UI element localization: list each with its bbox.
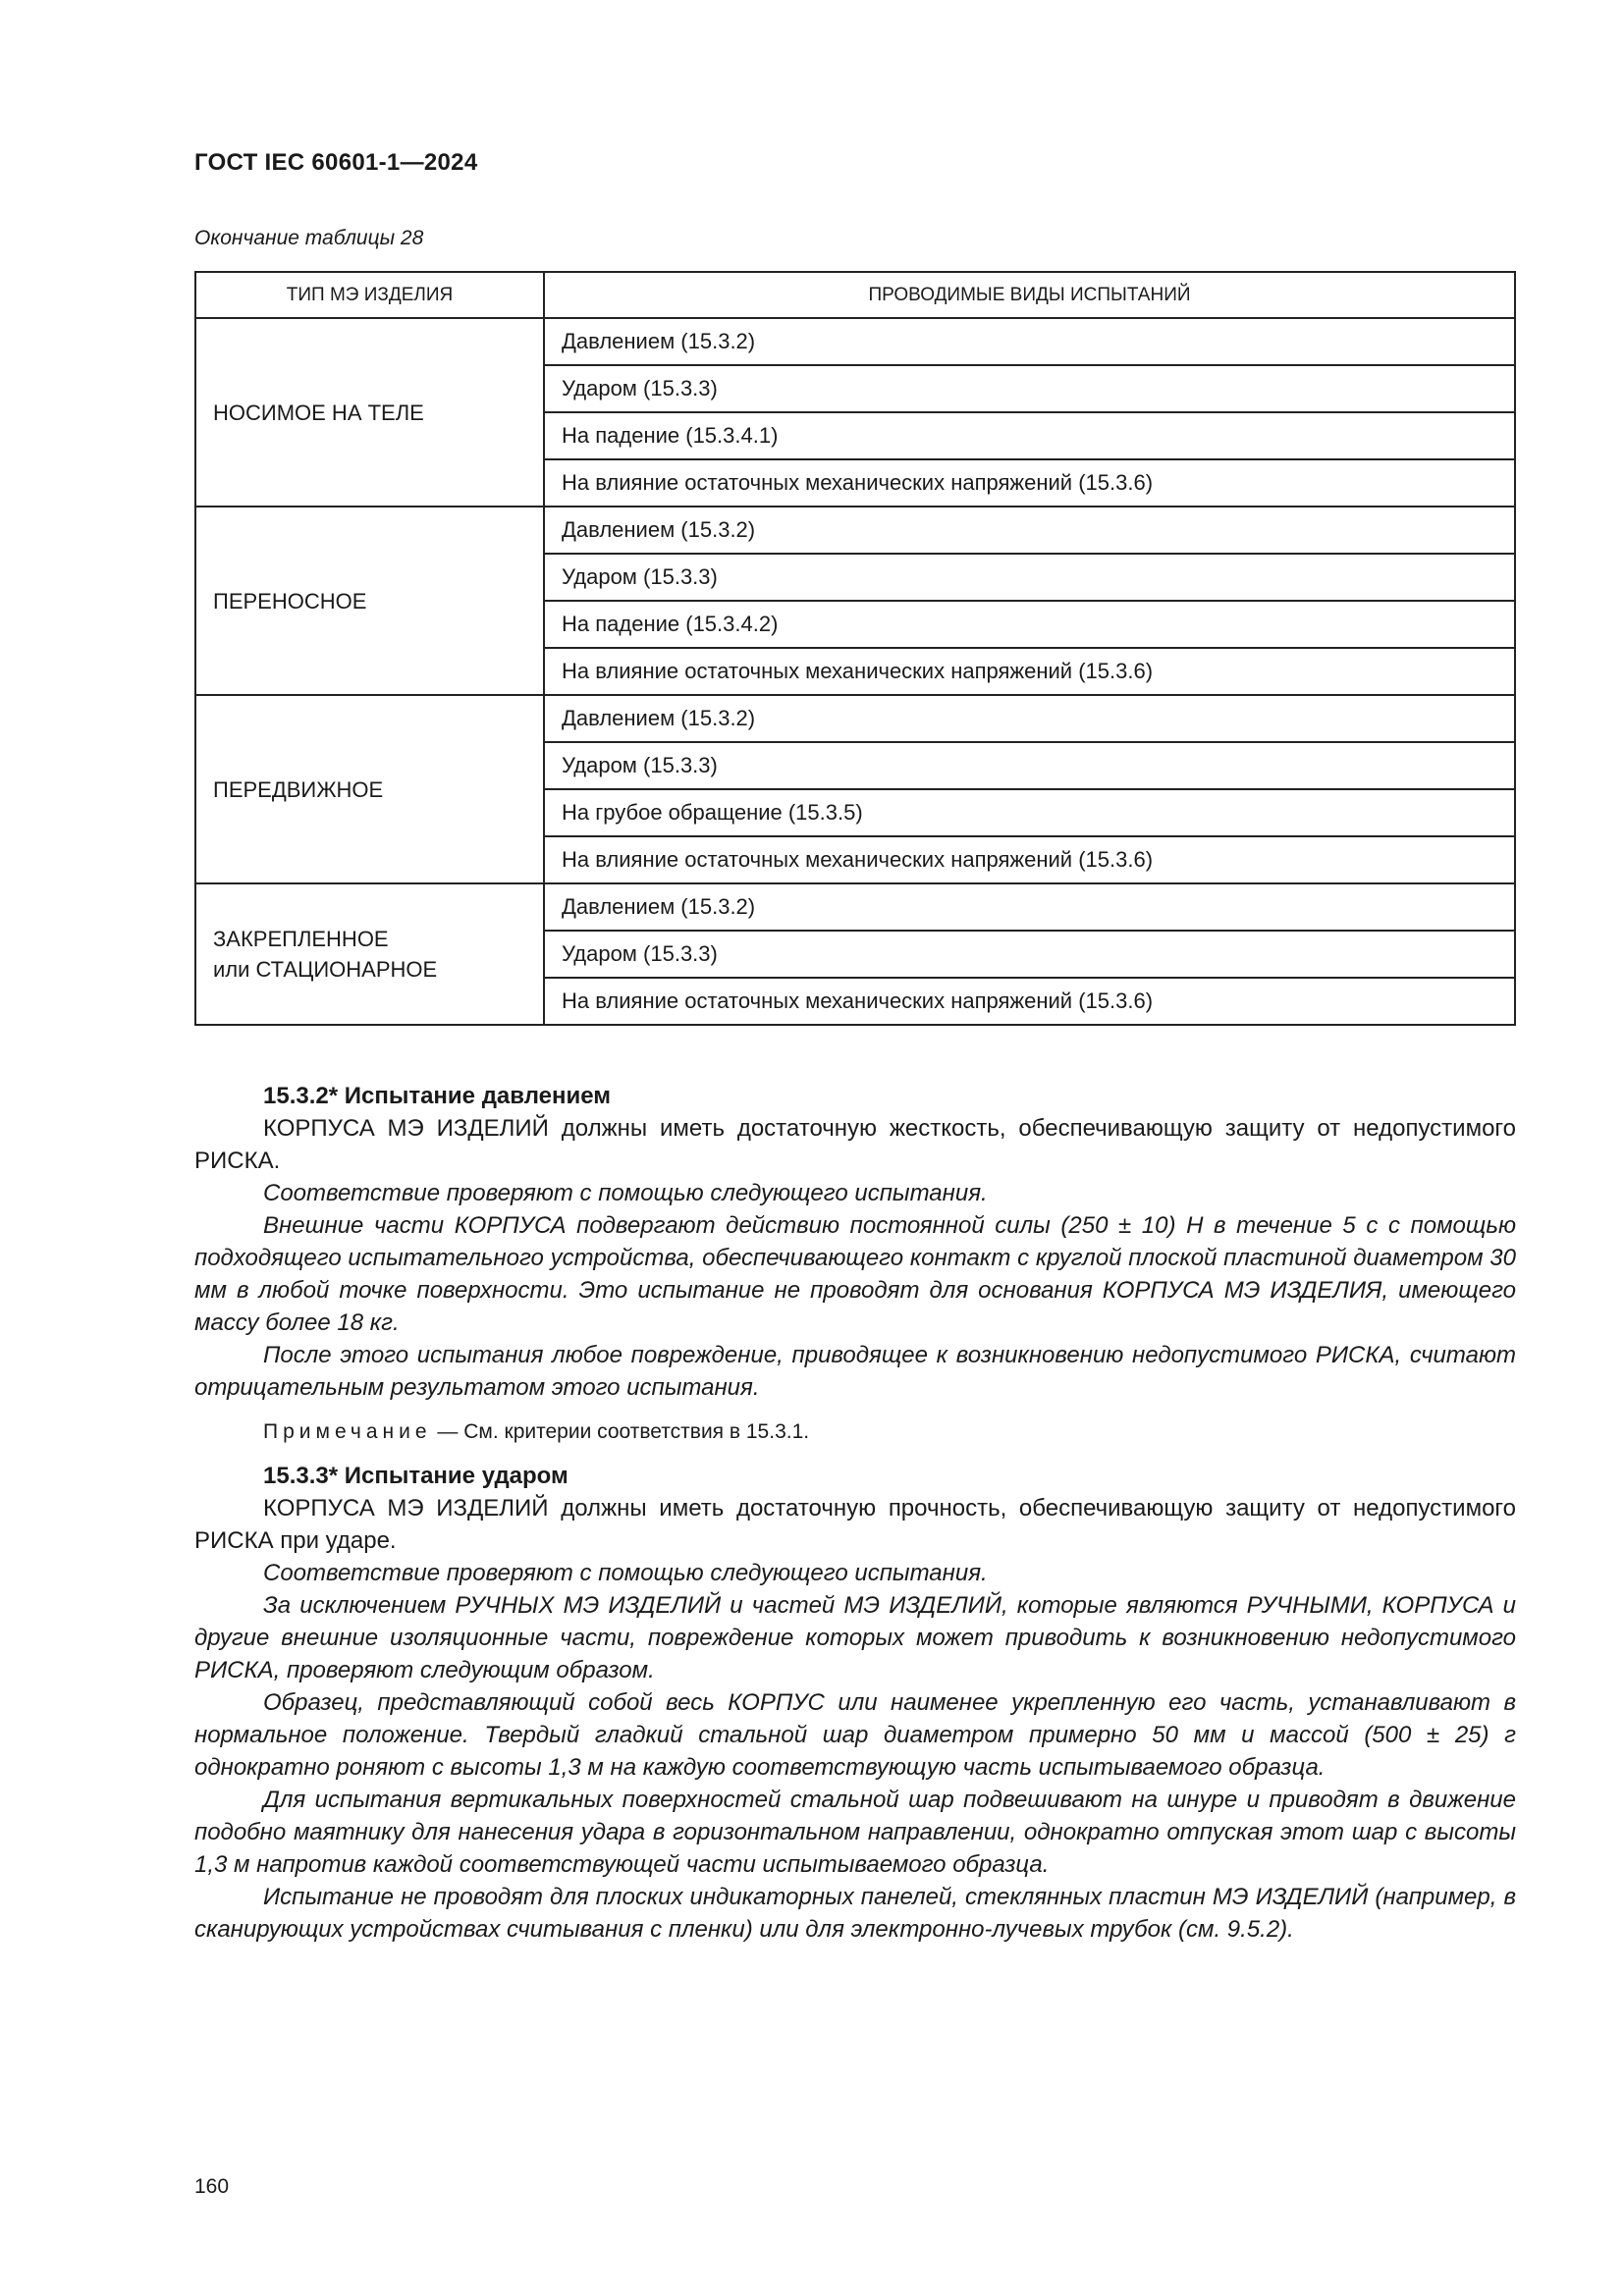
col-header-type: ТИП МЭ ИЗДЕЛИЯ — [195, 272, 544, 318]
table-row — [195, 883, 1515, 931]
test-cell: Давлением (15.3.2) — [544, 318, 1515, 365]
table-row — [195, 507, 1515, 554]
paragraph: Соответствие проверяют с помощью следующего испытания. — [263, 1560, 988, 1586]
note-text: — См. критерии соответствия в 15.3.1. — [431, 1420, 810, 1443]
type-label-line: ЗАКРЕПЛЕННОЕ — [213, 927, 389, 951]
test-cell: На влияние остаточных механических напряжений (15.3.6) — [544, 836, 1515, 883]
type-label: НОСИМОЕ НА ТЕЛЕ — [213, 400, 424, 425]
note-label: Примечание — [263, 1420, 432, 1443]
type-cell — [195, 507, 544, 695]
table-caption: Окончание таблицы 28 — [194, 227, 424, 249]
table-row — [195, 318, 1515, 365]
paragraph: За исключением РУЧНЫХ МЭ ИЗДЕЛИЙ и частей МЭ ИЗДЕЛИЙ, которые являются РУЧНЫМИ, КОРПУСА и другие внешние изоляционные части, повреждение которых может приводить к возникновению недопустимого РИСКА, проверяют следующим образом. — [194, 1592, 1516, 1683]
test-cell: На грубое обращение (15.3.5) — [544, 789, 1515, 836]
section-heading-15-3-2: 15.3.2* Испытание давлением — [263, 1083, 612, 1109]
paragraph: КОРПУСА МЭ ИЗДЕЛИЙ должны иметь достаточную жесткость, обеспечивающую защиту от недопустимого РИСКА. — [194, 1115, 1516, 1174]
page-number: 160 — [194, 2175, 230, 2198]
test-cell: На влияние остаточных механических напряжений (15.3.6) — [544, 459, 1515, 507]
document-body — [194, 1080, 1516, 1946]
paragraph: После этого испытания любое повреждение, приводящее к возникновению недопустимого РИСКА, считают отрицательным результатом этого испытания. — [194, 1342, 1516, 1401]
table-header-row — [195, 272, 1515, 318]
type-cell — [195, 318, 544, 507]
test-cell: На влияние остаточных механических напряжений (15.3.6) — [544, 648, 1515, 695]
type-label: ПЕРЕДВИЖНОЕ — [213, 776, 384, 802]
test-cell: На влияние остаточных механических напряжений (15.3.6) — [544, 978, 1515, 1025]
paragraph: КОРПУСА МЭ ИЗДЕЛИЙ должны иметь достаточную прочность, обеспечивающую защиту от недопустимого РИСКА при ударе. — [194, 1495, 1516, 1554]
test-cell: На падение (15.3.4.2) — [544, 601, 1515, 648]
test-cell: Ударом (15.3.3) — [544, 931, 1515, 978]
col-header-tests: ПРОВОДИМЫЕ ВИДЫ ИСПЫТАНИЙ — [544, 272, 1515, 318]
tests-table — [194, 271, 1516, 1026]
test-cell: На падение (15.3.4.1) — [544, 412, 1515, 459]
test-cell: Ударом (15.3.3) — [544, 554, 1515, 601]
table-row — [195, 695, 1515, 742]
type-cell — [195, 883, 544, 1025]
type-cell — [195, 695, 544, 883]
note — [194, 1415, 1516, 1448]
test-cell: Ударом (15.3.3) — [544, 742, 1515, 789]
test-cell: Давлением (15.3.2) — [544, 695, 1515, 742]
paragraph: Образец, представляющий собой весь КОРПУС или наименее укрепленную его часть, устанавливают в нормальное положение. Твердый гладкий стальной шар диаметром примерно 50 мм и массой (500 ± 25) г однократно роняют с высоты 1,3 м на каждую соответствующую часть испытываемого образца. — [194, 1689, 1516, 1781]
paragraph: Испытание не проводят для плоских индикаторных панелей, стеклянных пластин МЭ ИЗДЕЛИЙ (например, в сканирующих устройствах считывания с пленки) или для электронно-лучевых трубок (см. 9.5.2). — [194, 1884, 1516, 1943]
section-heading-15-3-3: 15.3.3* Испытание ударом — [263, 1463, 568, 1489]
document-header: ГОСТ IEC 60601-1—2024 — [194, 149, 478, 176]
type-label: ПЕРЕНОСНОЕ — [213, 588, 367, 614]
paragraph: Внешние части КОРПУСА подвергают действию постоянной силы (250 ± 10) Н в течение 5 с с помощью подходящего испытательного устройства, обеспечивающего контакт с круглой плоской пластиной диаметром 30 мм в любой точке поверхности. Это испытание не проводят для основания КОРПУСА МЭ ИЗДЕЛИЯ, имеющего массу более 18 кг. — [194, 1212, 1516, 1336]
type-label-line: или СТАЦИОНАРНОЕ — [213, 957, 438, 982]
test-cell: Давлением (15.3.2) — [544, 507, 1515, 554]
paragraph: Соответствие проверяют с помощью следующего испытания. — [263, 1180, 988, 1206]
test-cell: Давлением (15.3.2) — [544, 883, 1515, 931]
test-cell: Ударом (15.3.3) — [544, 365, 1515, 412]
paragraph: Для испытания вертикальных поверхностей стальной шар подвешивают на шнуре и приводят в движение подобно маятнику для нанесения удара в горизонтальном направлении, однократно отпуская этот шар с высоты 1,3 м напротив каждой соответствующей части испытываемого образца. — [194, 1787, 1516, 1878]
